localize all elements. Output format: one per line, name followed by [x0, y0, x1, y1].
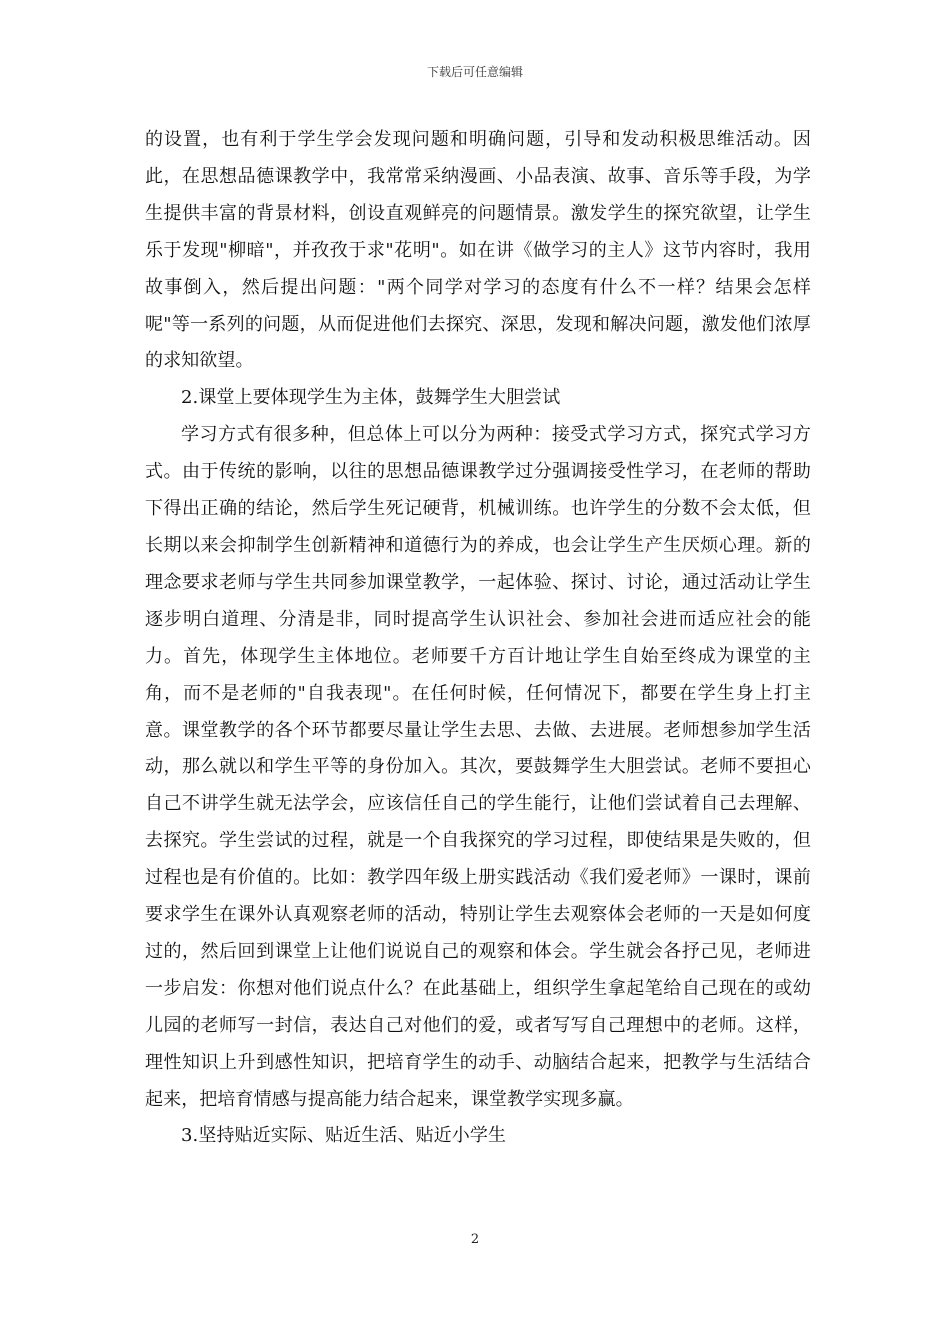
- page-number: 2: [470, 1232, 480, 1247]
- page-header: 下载后可任意编辑: [426, 65, 523, 79]
- paragraph-continuation: 的设置，也有利于学生学会发现问题和明确问题，引导和发动积极思维活动。因此，在思想品德课教学中，我常常采纳漫画、小品表演、故事、音乐等手段，为学生提供丰富的背景材料，创设直观鲜亮的问题情景。激发学生的探究欲望，让学生乐于发现"柳暗"，并孜孜于求"花明"。如在讲《做学习的主人》这节内容时，我用故事倒入，然后提出问题："两个同学对学习的态度有什么不一样？结果会怎样呢"等一系列的问题，从而促进他们去探究、深思，发现和解决问题，激发他们浓厚的求知欲望。: [145, 129, 811, 372]
- paragraph-learning-methods: 学习方式有很多种，但总体上可以分为两种：接受式学习方式，探究式学习方式。由于传统的影响，以往的思想品德课教学过分强调接受性学习，在老师的帮助下得出正确的结论，然后学生死记硬背，机械训练。也许学生的分数不会太低，但长期以来会抑制学生创新精神和道德行为的养成，也会让学生产生厌烦心理。新的理念要求老师与学生共同参加课堂教学，一起体验、探讨、讨论，通过活动让学生逐步明白道理、分清是非，同时提高学生认识社会、参加社会进而适应社会的能力。首先，体现学生主体地位。老师要千方百计地让学生自始至终成为课堂的主角，而不是老师的"自我表现"。在任何时候，任何情况下，都要在学生身上打主意。课堂教学的各个环节都要尽量让学生去思、去做、去进展。老师想参加学生活动，那么就以和学生平等的身份加入。其次，要鼓舞学生大胆尝试。老师不要担心自己不讲学生就无法学会，应该信任自己的学生能行，让他们尝试着自己去理解、去探究。学生尝试的过程，就是一个自我探究的学习过程，即使结果是失败的，但过程也是有价值的。比如：教学四年级上册实践活动《我们爱老师》一课时，课前要求学生在课外认真观察老师的活动，特别让学生去观察体会老师的一天是如何度过的，然后回到课堂上让他们说说自己的观察和体会。学生就会各抒己见，老师进一步启发：你想对他们说点什么？在此基础上，组织学生拿起笔给自己现在的或幼儿园的老师写一封信，表达自己对他们的爱，或者写写自己理想中的老师。这样，理性知识上升到感性知识，把培育学生的动手、动脑结合起来，把教学与生活结合起来，把培育情感与提高能力结合起来，课堂教学实现多赢。: [145, 424, 811, 1110]
- section-heading-3: 3.坚持贴近实际、贴近生活、贴近小学生: [181, 1125, 507, 1147]
- section-heading-2: 2.课堂上要体现学生为主体，鼓舞学生大胆尝试: [181, 387, 561, 409]
- document-body: [145, 122, 811, 1155]
